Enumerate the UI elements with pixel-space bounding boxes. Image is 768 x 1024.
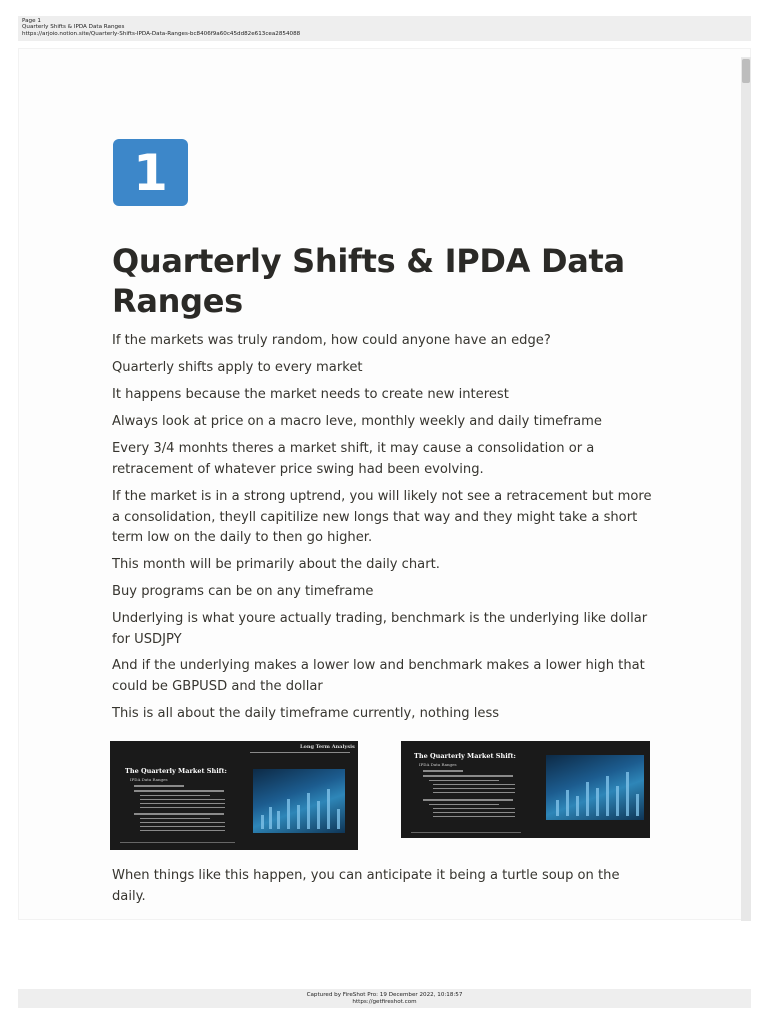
paragraph: When things like this happen, you can anticipate it being a turtle soup on the daily. <box>112 868 620 904</box>
scrollbar[interactable] <box>741 57 751 921</box>
paragraph: If the market is in a strong uptrend, you will likely not see a retracement but more a consolidation, theyll capitilize new longs that way and they might take a short term low on the daily to then go higher. <box>112 489 652 545</box>
paragraph: Always look at price on a macro leve, monthly weekly and daily timeframe <box>112 414 602 429</box>
slide-header: Long Term Analysis <box>300 744 355 750</box>
capture-footer <box>18 989 751 1008</box>
badge-number: 1 <box>133 143 168 202</box>
paragraph: Underlying is what youre actually trading, benchmark is the underlying like dollar for USDJPY <box>112 611 648 647</box>
slide-bullet-line <box>433 808 515 809</box>
page-label: Page 1 <box>22 18 41 24</box>
paragraph: And if the underlying makes a lower low and benchmark makes a lower high that could be GBPUSD and the dollar <box>112 658 645 694</box>
paragraph: If the markets was truly random, how could anyone have an edge? <box>112 333 551 348</box>
slide-bullet-line <box>423 775 513 777</box>
browser-capture-header <box>18 16 751 41</box>
slide-image-quarterly-market-shift <box>110 741 358 850</box>
slide-bullet-line <box>140 830 225 831</box>
slide-chart-illustration <box>546 755 644 820</box>
paragraph: Every 3/4 monhts theres a market shift, it may cause a consolidation or a retracement of whatever price swing had been evolving. <box>112 441 595 477</box>
slide-bullet-line <box>429 804 499 805</box>
capture-url: https://getfireshot.com <box>352 999 417 1005</box>
slide-bullet-line <box>423 799 513 801</box>
paragraph: It happens because the market needs to create new interest <box>112 387 509 402</box>
number-one-block-icon <box>113 139 188 206</box>
slide-bullet-line <box>433 816 515 817</box>
slide-bullet-line <box>433 788 515 789</box>
slide-bullet-line <box>134 790 224 792</box>
slide-bullet-line <box>134 813 224 815</box>
slide-bullet-line <box>140 826 225 827</box>
slide-title: The Quarterly Market Shift: <box>414 752 516 760</box>
slide-bullet-line <box>140 822 225 823</box>
slide-bullet-line <box>140 818 210 819</box>
slide-bullet-line <box>433 784 515 785</box>
slide-bullet-line <box>429 780 499 781</box>
capture-credit: Captured by FireShot Pro: 19 December 2022, 10:18:57 <box>306 992 463 998</box>
scrollbar-thumb[interactable] <box>742 59 750 83</box>
slide-bullet-line <box>140 807 225 808</box>
page-title: Quarterly Shifts & IPDA Data Ranges <box>112 242 625 320</box>
slide-item: IPDA Data Ranges <box>419 762 457 767</box>
paragraph: This is all about the daily timeframe currently, nothing less <box>112 706 500 721</box>
slide-footer-line <box>411 832 521 833</box>
slide-bullet-line <box>433 812 515 813</box>
slide-subtitle-line <box>250 752 350 753</box>
slide-bullet-line <box>140 795 210 796</box>
document-title: Quarterly Shifts & IPDA Data Ranges <box>22 24 125 31</box>
slide-title: The Quarterly Market Shift: <box>125 767 227 775</box>
slide-chart-illustration <box>253 769 345 833</box>
paragraph: Quarterly shifts apply to every market <box>112 360 363 375</box>
slide-image-quarterly-market-shift <box>401 741 650 838</box>
slide-bullet-line <box>433 792 515 793</box>
slide-bullet-line <box>140 799 225 800</box>
paragraph: Buy programs can be on any timeframe <box>112 584 374 599</box>
slide-bullet-line <box>423 770 463 772</box>
slide-bullet-line <box>140 803 225 804</box>
slide-item: IPDA Data Ranges <box>130 777 168 782</box>
slide-footer-line <box>120 842 235 843</box>
paragraph: This month will be primarily about the daily chart. <box>112 557 440 572</box>
slide-bullet-line <box>134 785 184 787</box>
page-url: https://arjoio.notion.site/Quarterly-Shifts-IPDA-Data-Ranges-bc8406f9a60c45dd82e613cea2854088 <box>22 30 301 37</box>
